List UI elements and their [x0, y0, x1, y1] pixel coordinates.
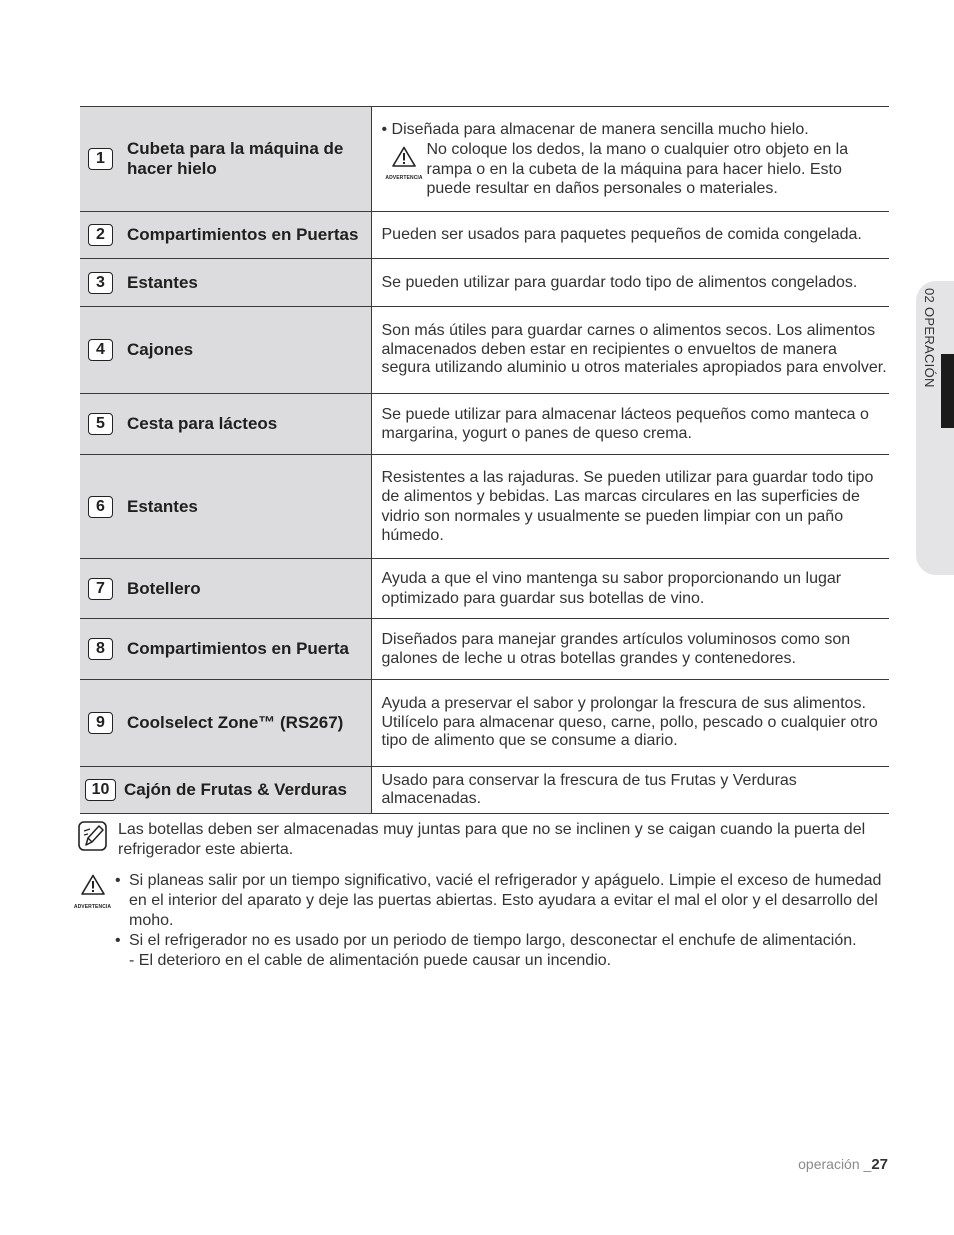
table-row	[80, 455, 889, 559]
page-footer	[798, 1156, 888, 1173]
part-description-cell	[371, 107, 889, 212]
table-row	[80, 259, 889, 307]
part-number-badge: 5	[88, 413, 113, 435]
part-name: Cubeta para la máquina de hacer hielo	[127, 139, 344, 178]
warning-icon	[382, 140, 427, 189]
table-row	[80, 680, 889, 767]
part-name: Cajones	[127, 340, 194, 359]
part-number-badge: 2	[88, 224, 113, 246]
part-description: Se pueden utilizar para guardar todo tipo de alimentos congelados.	[371, 259, 889, 307]
part-description: Pueden ser usados para paquetes pequeños de comida congelada.	[371, 212, 889, 259]
part-name-cell	[80, 619, 371, 680]
notes-section	[73, 820, 890, 971]
section-tab-label: 02 OPERACIÓN	[922, 288, 937, 388]
caution-list	[115, 871, 890, 971]
part-name-cell	[80, 307, 371, 394]
part-description: Resistentes a las rajaduras. Se pueden utilizar para guardar todo tipo de alimentos y bebidas. Las marcas circulares en las superficies de vidrio son normales y usualmente se pueden limpiar con un paño húmedo.	[371, 455, 889, 559]
part-name: Compartimientos en Puertas	[127, 225, 359, 244]
part-name: Cajón de Frutas & Verduras	[124, 780, 347, 799]
part-description: Ayuda a preservar el sabor y prolongar la frescura de sus alimentos. Utilícelo para almacenar queso, carne, pollo, pescado o cualquier otro tipo de alimento que se consume a diario.	[371, 680, 889, 767]
section-tab-marker	[941, 354, 954, 428]
part-number-badge: 7	[88, 578, 113, 600]
part-description: Ayuda a que el vino mantenga su sabor proporcionando un lugar optimizado para guardar sus botellas de vino.	[371, 559, 889, 619]
part-description: Diseñados para manejar grandes artículos voluminosos como son galones de leche u otras botellas grandes y contenedores.	[371, 619, 889, 680]
part-description: Se puede utilizar para almacenar lácteos pequeños como manteca o margarina, yogurt o panes de queso crema.	[371, 394, 889, 455]
part-name-cell	[80, 107, 371, 212]
note	[78, 820, 890, 860]
warning-icon	[73, 871, 112, 917]
table-row	[80, 307, 889, 394]
table-row	[80, 619, 889, 680]
footer-label: operación _	[798, 1156, 872, 1172]
part-name-cell	[80, 212, 371, 259]
caution-sub-item: - El deterioro en el cable de alimentación puede causar un incendio.	[129, 952, 612, 969]
list-item: • Si planeas salir por un tiempo significativo, vacié el refrigerador y apáguelo. Limpie el exceso de humedad en el interior del aparato y deje las puertas abiertas. Esto ayudara a evitar el mal el olor y el desarrollo del moho.	[115, 871, 890, 931]
part-name: Cesta para lácteos	[127, 414, 278, 433]
page-number: 27	[871, 1156, 888, 1173]
part-description: Usado para conservar la frescura de tus Frutas y Verduras almacenadas.	[371, 767, 889, 814]
part-name: Botellero	[127, 578, 201, 598]
part-number-badge: 9	[88, 712, 113, 734]
part-number-badge: 3	[88, 272, 113, 294]
part-name-cell	[80, 394, 371, 455]
table-row	[80, 559, 889, 619]
table-row	[80, 107, 889, 212]
warning-caption: ADVERTENCIA	[73, 904, 112, 910]
part-description-bullet: • Diseñada para almacenar de manera sencilla mucho hielo.	[381, 120, 809, 138]
part-name-cell	[80, 559, 371, 619]
caution-block	[73, 871, 890, 971]
part-name-cell	[80, 455, 371, 559]
part-description: Son más útiles para guardar carnes o alimentos secos. Los alimentos almacenados deben estar en recipientes o envueltos de manera segura utilizando aluminio u otros materiales apropiados para envolver.	[371, 307, 889, 394]
table-row	[80, 394, 889, 455]
part-number-badge: 8	[88, 638, 113, 660]
caution-text: Si planeas salir por un tiempo significativo, vacié el refrigerador y apáguelo. Limpie el exceso de humedad en el interior del aparato y deje las puertas abiertas. Esto ayudara a evitar el mal el olor y el desarrollo del moho.	[129, 872, 882, 929]
part-name-cell	[80, 767, 371, 814]
table-row	[80, 212, 889, 259]
part-name-cell	[80, 259, 371, 307]
note-text: Las botellas deben ser almacenadas muy juntas para que no se inclinen y se caigan cuando la puerta del refrigerador este abierta.	[118, 821, 866, 858]
list-item: • Si el refrigerador no es usado por un periodo de tiempo largo, desconectar el enchufe de alimentación.	[115, 932, 857, 949]
warning-caption: ADVERTENCIA	[385, 175, 423, 181]
part-name: Estantes	[127, 272, 198, 292]
part-number-badge: 4	[88, 339, 113, 361]
part-name: Compartimientos en Puerta	[127, 639, 349, 658]
warning-text: No coloque los dedos, la mano o cualquier otro objeto en la rampa o en la cubeta de la máquina para hacer hielo. Esto puede resultar en daños personales o materiales.	[426, 141, 849, 197]
part-number-badge: 10	[85, 779, 116, 801]
note-pencil-icon	[78, 820, 118, 858]
table-row	[80, 767, 889, 814]
part-name-cell	[80, 680, 371, 767]
part-name: Estantes	[127, 496, 198, 516]
caution-text: Si el refrigerador no es usado por un periodo de tiempo largo, desconectar el enchufe de alimentación.	[129, 932, 857, 949]
part-number-badge: 6	[88, 496, 113, 518]
parts-table	[80, 106, 889, 814]
part-number-badge: 1	[88, 148, 113, 170]
inline-warning	[382, 140, 890, 199]
part-name: Coolselect Zone™ (RS267)	[127, 713, 344, 732]
